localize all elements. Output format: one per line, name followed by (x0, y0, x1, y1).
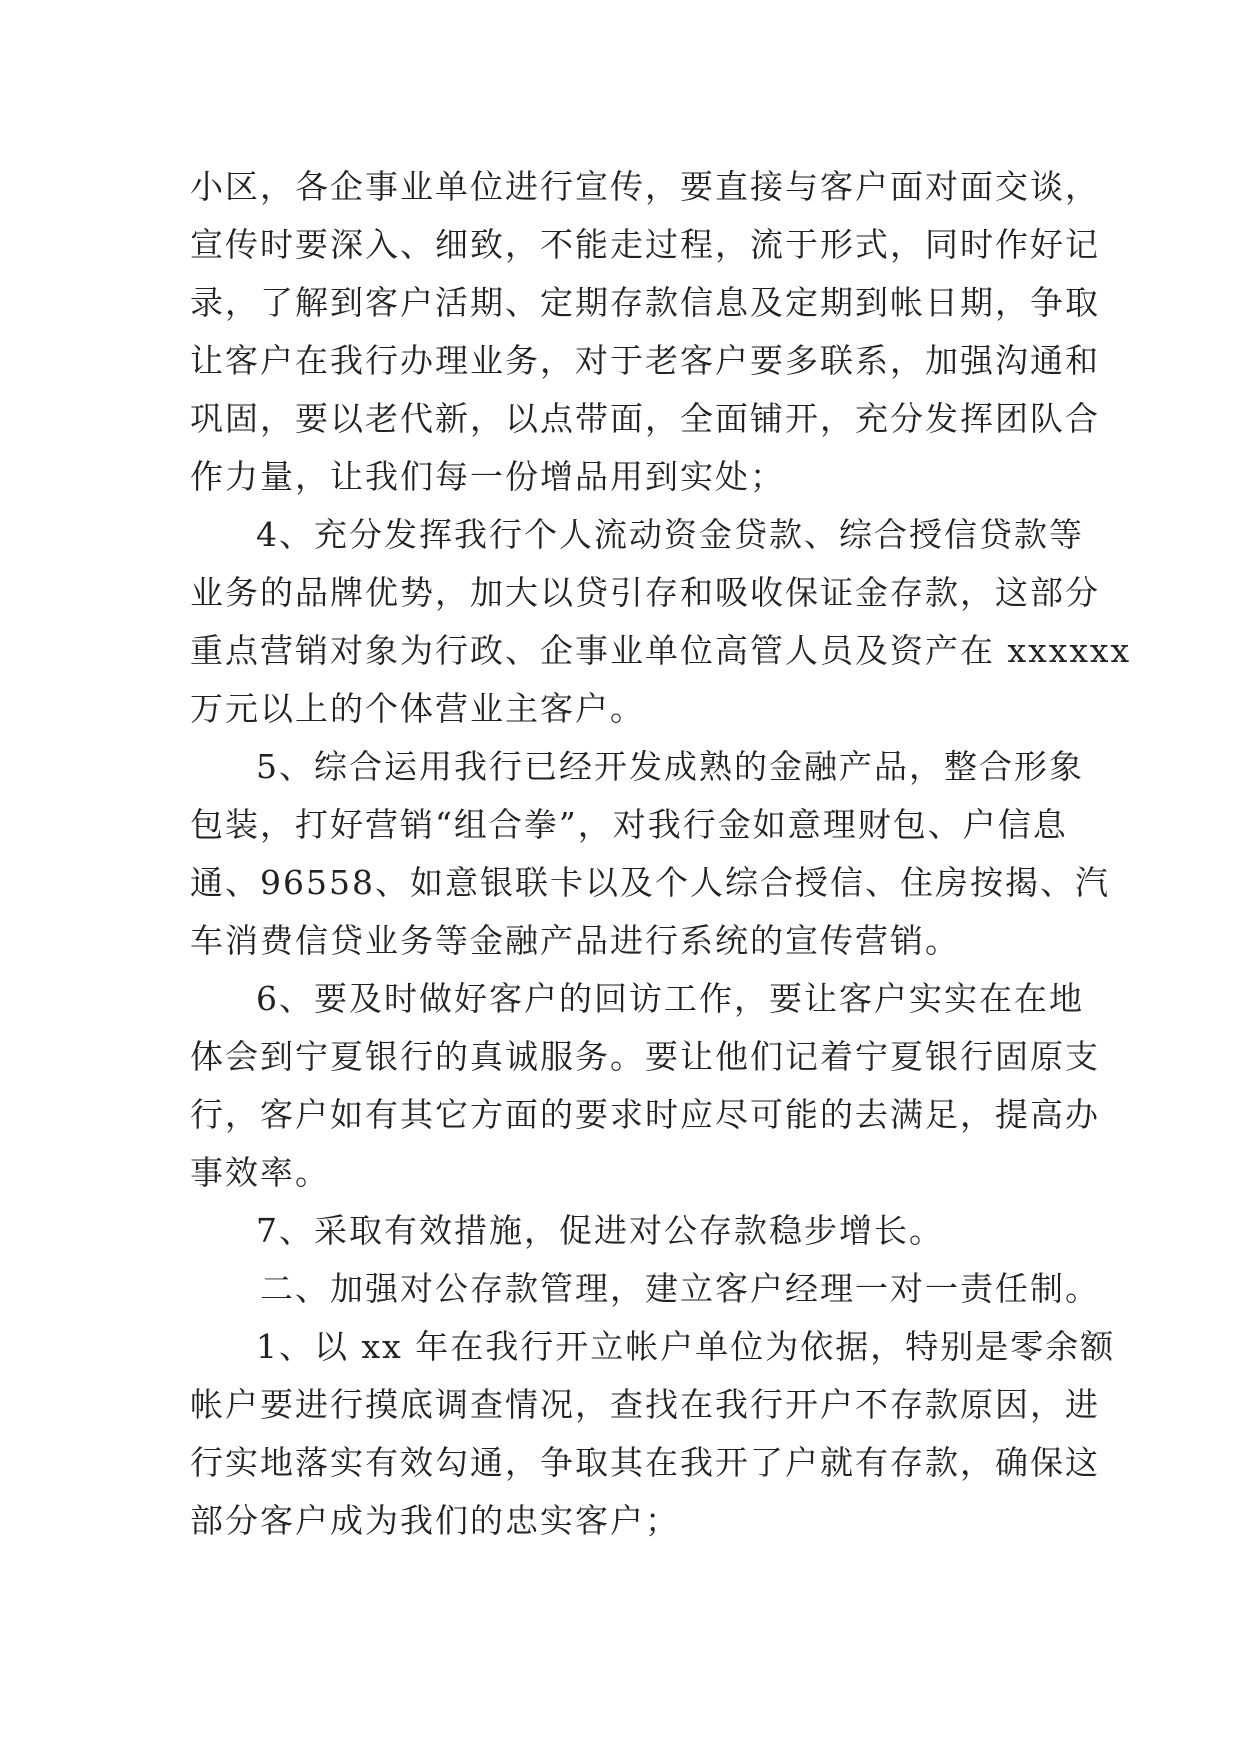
text-line: 录，了解到客户活期、定期存款信息及定期到帐日期，争取 (190, 283, 1100, 322)
text-line: 车消费信贷业务等金融产品进行系统的宣传营销。 (190, 921, 960, 960)
paragraph-7-line: 7、采取有效措施，促进对公存款稳步增长。 (256, 1211, 944, 1250)
text-line: 体会到宁夏银行的真诚服务。要让他们记着宁夏银行固原支 (190, 1037, 1100, 1076)
text-line: 巩固，要以老代新，以点带面，全面铺开，充分发挥团队合 (190, 399, 1100, 438)
text-line: 行，客户如有其它方面的要求时应尽可能的去满足，提高办 (190, 1095, 1100, 1134)
paragraph-6-first-line: 6、要及时做好客户的回访工作，要让客户实实在在地 (256, 979, 1084, 1018)
paragraph-5-first-line: 5、综合运用我行已经开发成熟的金融产品，整合形象 (256, 747, 1084, 786)
text-line: 重点营销对象为行政、企事业单位高管人员及资产在 xxxxxx (190, 631, 1132, 670)
text-line: 作力量，让我们每一份增品用到实处； (190, 457, 785, 496)
text-line: 包装，打好营销“组合拳”，对我行金如意理财包、户信息 (190, 805, 1068, 844)
document-body (190, 158, 1132, 1550)
text-line: 万元以上的个体营业主客户。 (190, 689, 645, 728)
text-line: 部分客户成为我们的忠实客户； (190, 1501, 680, 1540)
text-line: 让客户在我行办理业务，对于老客户要多联系，加强沟通和 (190, 341, 1100, 380)
paragraph-4-first-line: 4、充分发挥我行个人流动资金贷款、综合授信贷款等 (256, 515, 1084, 554)
text-line: 通、96558、如意银联卡以及个人综合授信、住房按揭、汽 (190, 863, 1110, 902)
text-line: 宣传时要深入、细致，不能走过程，流于形式，同时作好记 (190, 225, 1100, 264)
text-line: 事效率。 (190, 1153, 330, 1192)
section-heading-2: 二、加强对公存款管理，建立客户经理一对一责任制。 (260, 1269, 1100, 1308)
text-line: 行实地落实有效勾通，争取其在我开了户就有存款，确保这 (190, 1443, 1100, 1482)
text-line: 帐户要进行摸底调查情况，查找在我行开户不存款原因，进 (190, 1385, 1100, 1424)
paragraph-s2-1-first-line: 1、以 xx 年在我行开立帐户单位为依据，特别是零余额 (256, 1327, 1116, 1366)
text-line: 业务的品牌优势，加大以贷引存和吸收保证金存款，这部分 (190, 573, 1100, 612)
text-line: 小区，各企事业单位进行宣传，要直接与客户面对面交谈， (190, 167, 1100, 206)
